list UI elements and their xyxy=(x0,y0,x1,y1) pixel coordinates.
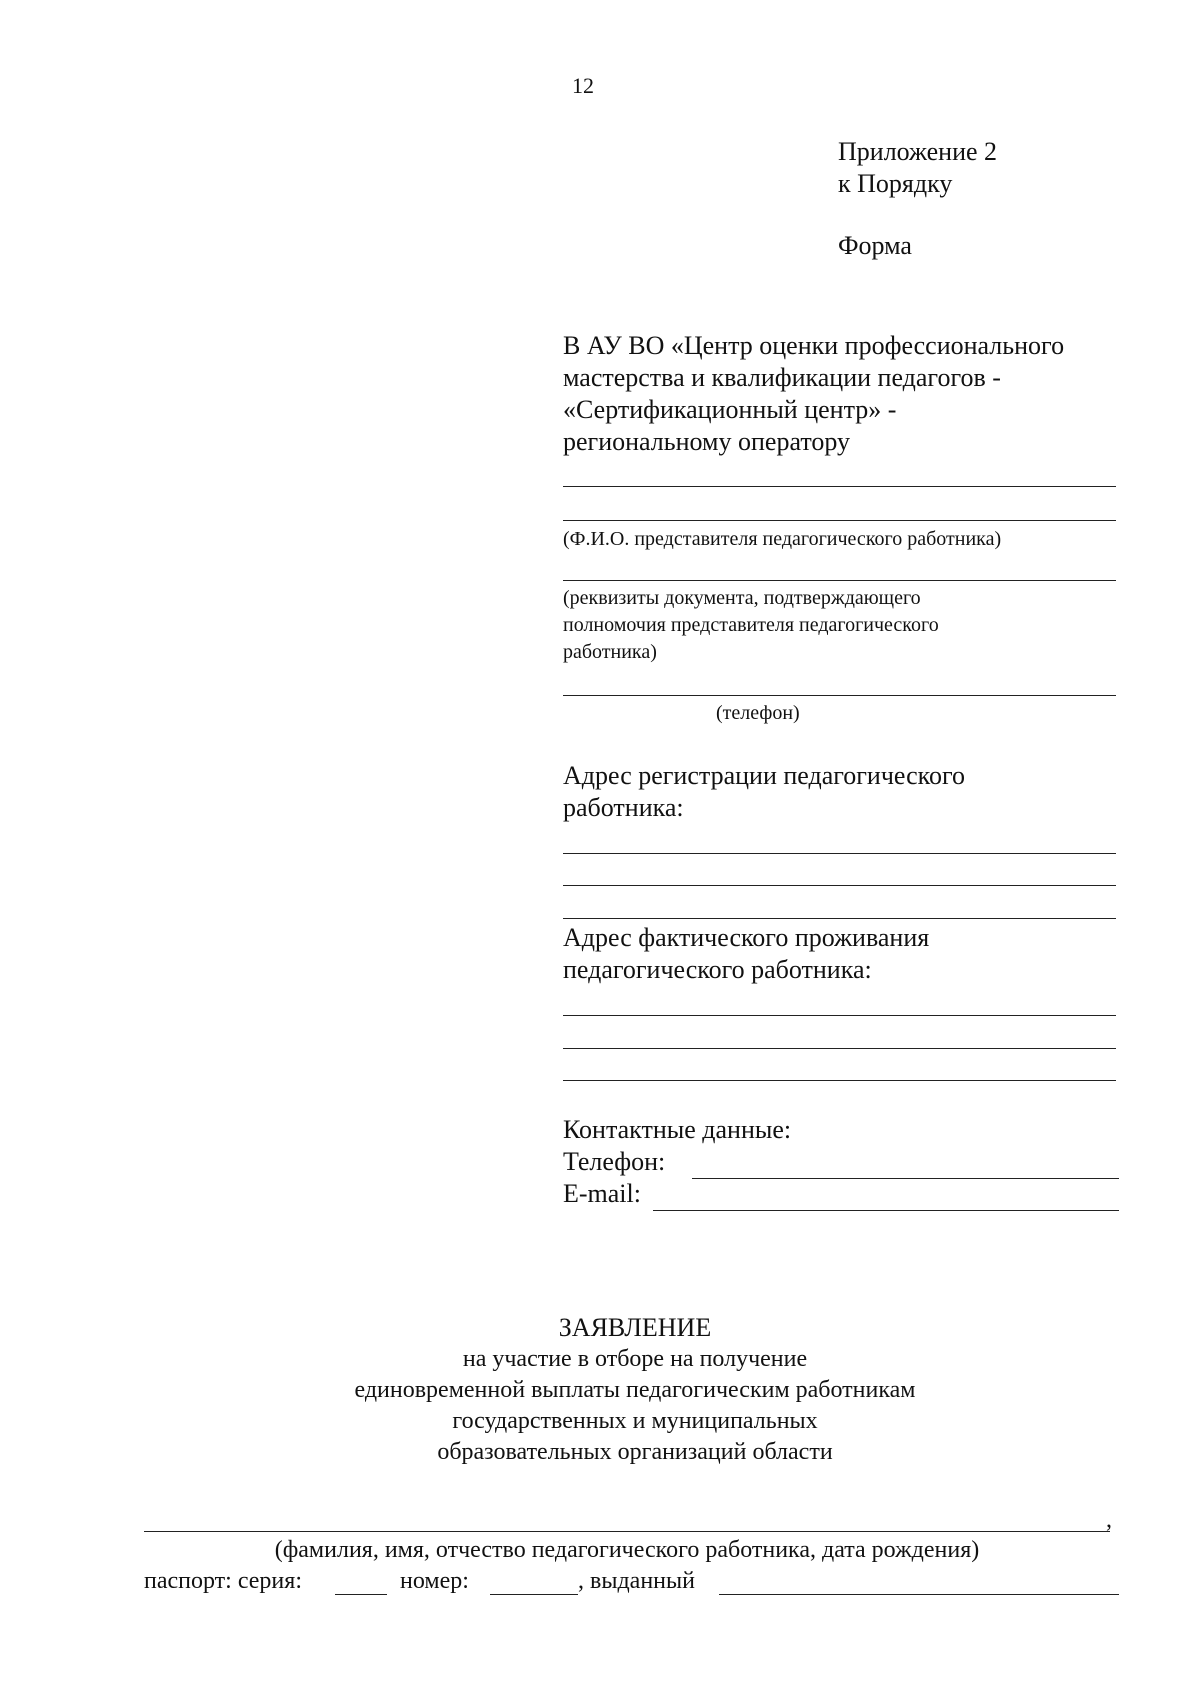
page-number: 12 xyxy=(572,73,594,98)
residence-address-line-1[interactable] xyxy=(563,1015,1116,1016)
document-caption-line-2: полномочия представителя педагогического xyxy=(563,614,939,636)
statement-line-3: государственных и муниципальных xyxy=(452,1408,818,1434)
residence-address-label-2: педагогического работника: xyxy=(563,955,872,984)
residence-address-line-2[interactable] xyxy=(563,1048,1116,1049)
addressee-line-3: «Сертификационный центр» - xyxy=(563,395,897,424)
document-caption-line-3: работника) xyxy=(563,641,657,663)
addressee-line-2: мастерства и квалификации педагогов - xyxy=(563,363,1001,392)
addressee-line-1: В АУ ВО «Центр оценки профессионального xyxy=(563,331,1065,360)
statement-line-2: единовременной выплаты педагогическим работникам xyxy=(354,1377,916,1403)
residence-address-line-3[interactable] xyxy=(563,1080,1116,1081)
statement-line-4: образовательных организаций области xyxy=(437,1439,833,1465)
contacts-phone-label: Телефон: xyxy=(563,1147,666,1176)
representative-phone-line[interactable] xyxy=(563,695,1116,696)
contacts-heading: Контактные данные: xyxy=(563,1115,792,1144)
representative-name-line-1[interactable] xyxy=(563,486,1116,487)
applicant-comma: , xyxy=(1106,1507,1112,1533)
passport-number-label: номер: xyxy=(400,1568,469,1594)
statement-line-1: на участие в отборе на получение xyxy=(462,1346,808,1372)
passport-issued-label: , выданный xyxy=(578,1568,695,1594)
registration-address-line-3[interactable] xyxy=(563,918,1116,919)
addressee-line-4: региональному оператору xyxy=(563,427,851,456)
contacts-email-line[interactable] xyxy=(653,1210,1119,1211)
registration-address-line-2[interactable] xyxy=(563,885,1116,886)
registration-address-label-2: работника: xyxy=(563,793,684,822)
applicant-caption: (фамилия, имя, отчество педагогического работника, дата рождения) xyxy=(274,1537,980,1563)
appendix-label: Приложение 2 xyxy=(838,137,998,166)
passport-issued-line[interactable] xyxy=(719,1594,1119,1595)
passport-number-line[interactable] xyxy=(490,1594,578,1595)
passport-series-line[interactable] xyxy=(335,1594,387,1595)
document-details-line[interactable] xyxy=(563,580,1116,581)
representative-name-line-2[interactable] xyxy=(563,520,1116,521)
passport-series-label: паспорт: серия: xyxy=(144,1568,302,1594)
residence-address-label-1: Адрес фактического проживания xyxy=(563,923,930,952)
registration-address-line-1[interactable] xyxy=(563,853,1116,854)
applicant-name-line[interactable] xyxy=(144,1531,1110,1532)
form-label: Форма xyxy=(838,231,912,260)
appendix-reference: к Порядку xyxy=(838,169,953,198)
statement-title: ЗАЯВЛЕНИЕ xyxy=(558,1313,712,1342)
representative-name-caption: (Ф.И.О. представителя педагогического работника) xyxy=(563,528,1002,550)
phone-caption: (телефон) xyxy=(716,702,800,724)
registration-address-label-1: Адрес регистрации педагогического xyxy=(563,761,965,790)
document-caption-line-1: (реквизиты документа, подтверждающего xyxy=(563,587,921,609)
contacts-email-label: E-mail: xyxy=(563,1179,641,1208)
contacts-phone-line[interactable] xyxy=(692,1178,1119,1179)
